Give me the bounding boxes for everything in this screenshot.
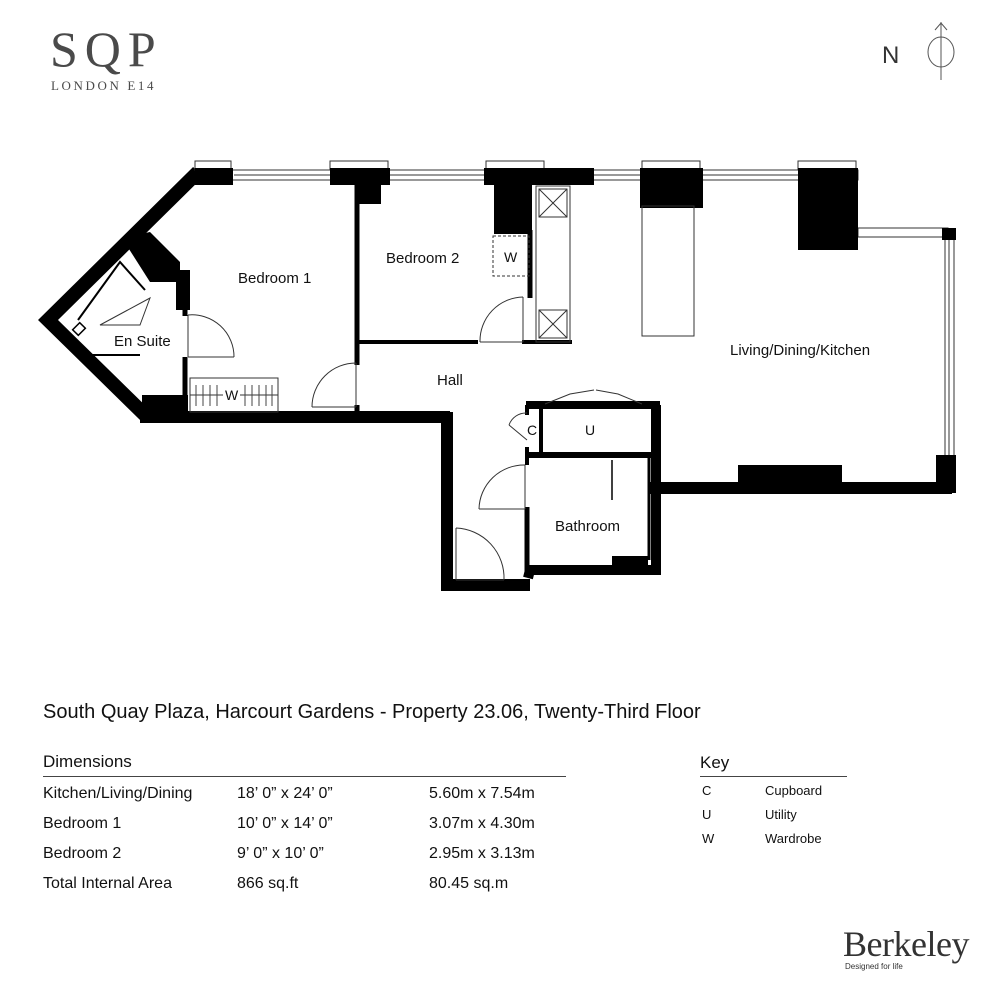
dim-room: Total Internal Area (43, 875, 172, 892)
door-cupboard (509, 413, 527, 440)
table-row (43, 837, 566, 867)
dimensions-table (43, 752, 566, 897)
north-label: N (882, 42, 900, 69)
room-label-bedroom2: Bedroom 2 (386, 250, 460, 267)
table-row (43, 807, 566, 837)
list-item (700, 825, 847, 849)
key-label: Cupboard (765, 783, 823, 798)
door-bedroom2 (480, 297, 523, 342)
list-item (700, 777, 847, 801)
list-item (700, 801, 847, 825)
dim-room: Bedroom 2 (43, 845, 122, 862)
cupboard-mark: C (527, 422, 538, 438)
room-label-bathroom: Bathroom (555, 518, 621, 535)
door-bedroom1 (312, 363, 356, 407)
key-legend (700, 753, 847, 849)
table-row (43, 777, 566, 807)
berkeley-logo (843, 924, 969, 971)
door-entrance (456, 528, 504, 580)
dimensions-heading: Dimensions (43, 752, 566, 777)
door-en-suite (188, 315, 234, 357)
logo-location: LONDON E14 (51, 78, 157, 93)
dim-imperial: 9’ 0” x 10’ 0” (237, 845, 324, 862)
dim-room: Kitchen/Living/Dining (43, 785, 193, 802)
key-code: W (702, 831, 715, 846)
dim-metric: 80.45 sq.m (429, 875, 509, 892)
room-label-bedroom1: Bedroom 1 (238, 270, 312, 287)
dim-metric: 2.95m x 3.13m (429, 845, 535, 862)
brand-name: Berkeley (843, 924, 969, 964)
room-label-hall: Hall (437, 372, 463, 389)
room-label-en-suite: En Suite (114, 333, 171, 350)
door-en-suite-shower (100, 298, 150, 325)
key-code: C (702, 783, 712, 798)
brand-tagline: Designed for life (845, 962, 903, 971)
key-heading: Key (700, 753, 847, 777)
key-label: Utility (765, 807, 797, 822)
kitchen-units (536, 186, 694, 342)
structural-columns (122, 168, 956, 570)
logo-wordmark: SQP (50, 21, 163, 77)
en-suite-fixture (73, 323, 86, 336)
dim-room: Bedroom 1 (43, 815, 122, 832)
key-label: Wardrobe (765, 831, 822, 846)
dim-imperial: 18’ 0” x 24’ 0” (237, 785, 333, 802)
utility-mark: U (585, 422, 596, 438)
interior-walls (78, 185, 660, 572)
doors (100, 297, 642, 580)
dim-metric: 3.07m x 4.30m (429, 815, 535, 832)
room-label-living: Living/Dining/Kitchen (730, 342, 871, 359)
dim-metric: 5.60m x 7.54m (429, 785, 535, 802)
dim-imperial: 10’ 0” x 14’ 0” (237, 815, 333, 832)
dim-imperial: 866 sq.ft (237, 875, 299, 892)
key-code: U (702, 807, 712, 822)
property-title: South Quay Plaza, Harcourt Gardens - Property 23.06, Twenty-Third Floor (43, 701, 701, 723)
table-row (43, 867, 566, 897)
wardrobe-mark-bedroom2: W (504, 249, 518, 265)
door-bathroom (479, 465, 525, 509)
wardrobe-mark-bedroom1: W (225, 387, 239, 403)
